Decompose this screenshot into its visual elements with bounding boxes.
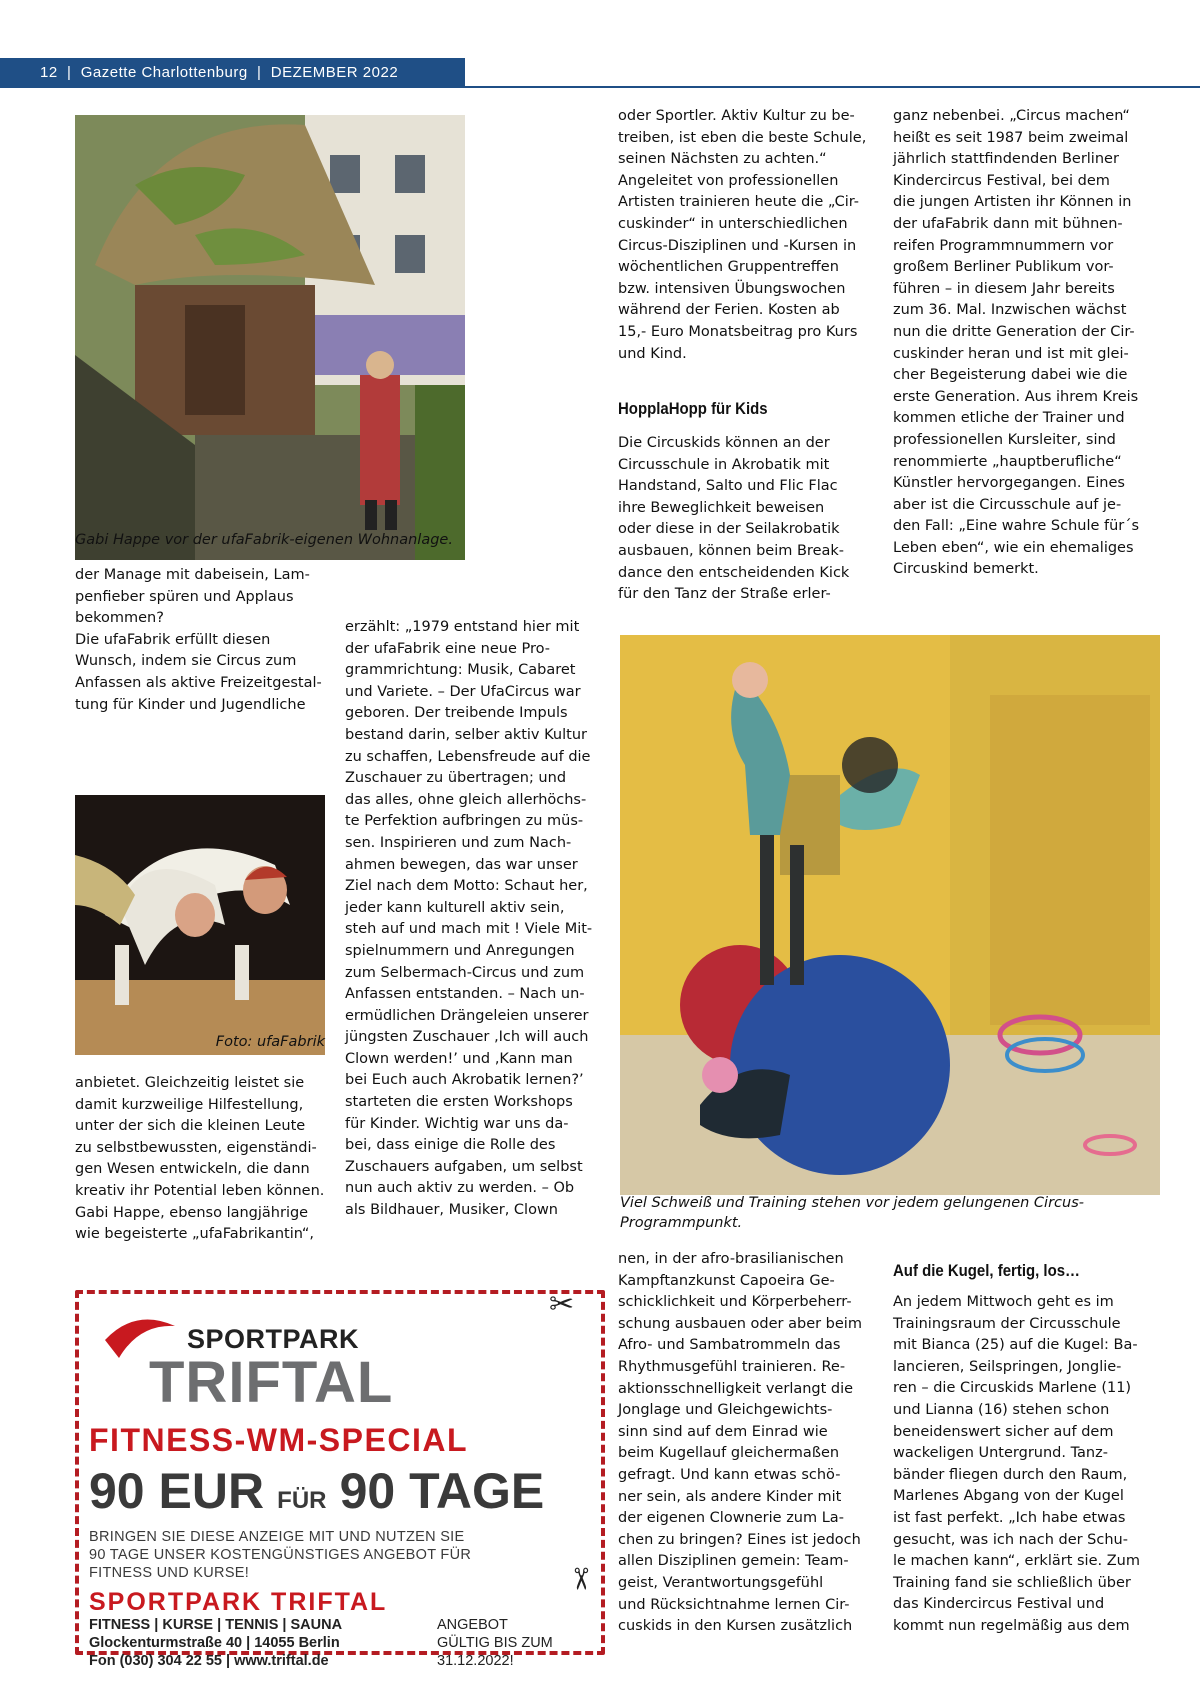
line: reifen Programmnummern vor [893, 237, 1114, 254]
line: zum 36. Mal. Inzwischen wächst [893, 302, 1127, 319]
line: cuskids in den Kursen zusätzlich [618, 1618, 853, 1635]
line: nun auch aktiv zu werden. – Ob [345, 1180, 575, 1197]
ad-validity-line: ANGEBOT [437, 1617, 508, 1633]
line: ahmen bewegen, das war unser [345, 856, 578, 873]
line: ist fast perfekt. „Ich habe etwas [893, 1509, 1126, 1526]
line: Training fand sie schließlich über [893, 1574, 1131, 1591]
subhead-kugel: Auf die Kugel, fertig, los… [893, 1261, 1081, 1280]
line: Clown werden!’ und ‚Kann man [345, 1050, 573, 1067]
line: bänder fliegen durch den Raum, [893, 1466, 1128, 1483]
text-right1-bottom [618, 433, 873, 606]
line: spielnummern und Anregungen [345, 942, 575, 959]
line: aktionsschnelligkeit verlangt die [618, 1380, 854, 1397]
line: Rhythmusgefühl trainieren. Re- [618, 1358, 846, 1375]
ad-sportpark-triftal [75, 1287, 605, 1669]
line: anbietet. Gleichzeitig leistet sie [75, 1075, 305, 1091]
line: Anfassen als aktive Freizeitgestal- [75, 674, 322, 691]
line: ren – die Circuskids Marlene (11) [893, 1380, 1132, 1397]
ad-contact-line: Glockenturmstraße 40 | 14055 Berlin [89, 1635, 340, 1651]
line: geboren. Der treibende Impuls [345, 705, 568, 722]
line: ganz nebenbei. „Circus machen“ [893, 108, 1130, 124]
line: Trainingsraum der Circusschule [893, 1315, 1121, 1332]
photo-house [75, 115, 465, 560]
line: geist, Verantwortungsgefühl [618, 1574, 824, 1591]
line: bei Euch auch Akrobatik lernen?’ [345, 1072, 584, 1089]
ad-offer-mid: FÜR [277, 1487, 327, 1514]
line: heißt es seit 1987 beim zweimal [893, 129, 1129, 146]
line: für den Tanz der Straße erler- [618, 586, 831, 603]
line: das alles, ohne gleich allerhöchs- [345, 791, 587, 808]
line: großem Berliner Publikum vor- [893, 259, 1114, 276]
line: Circus-Disziplinen und -Kursen in [618, 237, 857, 254]
line: schung ausbauen oder aber beim [618, 1315, 862, 1332]
line: Jonglage und Gleichgewichts- [618, 1402, 833, 1419]
ad-body-line: FITNESS UND KURSE! [89, 1565, 250, 1581]
line: treiben, ist eben die beste Schule, [618, 129, 867, 146]
line: ner sein, als andere Kinder mit [618, 1488, 842, 1505]
line: damit kurzweilige Hilfestellung, [75, 1096, 304, 1113]
issue-date: DEZEMBER 2022 [270, 64, 399, 81]
photo-kids-bridge [75, 795, 325, 1055]
line: chen zu bringen? Eines ist jedoch [618, 1531, 861, 1548]
line: Handstand, Salto und Flic Flac [618, 478, 838, 495]
ad-logo-small: SPORTPARK [187, 1324, 360, 1354]
line: Die Circuskids können an der [618, 435, 830, 451]
line: den Fall: „Eine wahre Schule für´s [893, 518, 1140, 535]
line: bekommen? [75, 610, 164, 627]
line: cuskinder heran und ist mit glei- [893, 345, 1129, 362]
line: der Manage mit dabeisein, Lam- [75, 567, 310, 583]
line: und Lianna (16) stehen schon [893, 1401, 1110, 1418]
line: An jedem Mittwoch geht es im [893, 1294, 1114, 1310]
line: bzw. intensiven Übungswochen [618, 280, 846, 297]
line: steh auf und mach mit ! Viele Mit- [345, 921, 593, 938]
ad-headline: FITNESS-WM-SPECIAL [89, 1422, 468, 1458]
line: zu selbstbewussten, eigenständi- [75, 1139, 317, 1156]
line: 15,- Euro Monatsbeitrag pro Kurs [618, 323, 858, 340]
line: dance den entscheidenden Kick [618, 564, 850, 581]
line: jüngsten Zuschauer ‚Ich will auch [345, 1029, 589, 1046]
line: ihre Beweglichkeit beweisen [618, 499, 825, 516]
ad-offer-left: 90 EUR [89, 1463, 265, 1519]
line: nun die dritte Generation der Cir- [893, 323, 1135, 340]
ad-brand: SPORTPARK TRIFTAL [89, 1588, 388, 1616]
line: wie begeisterte „ufaFabrikantin“, [75, 1226, 315, 1243]
line: die jungen Artisten ihr Können in [893, 194, 1132, 211]
line: gefragt. Und kann etwas schö- [618, 1466, 841, 1483]
line: schicklichkeit und Körperbeherr- [618, 1294, 852, 1311]
line: erste Generation. Aus ihrem Kreis [893, 388, 1139, 405]
line: sen. Inspirieren und zum Nach- [345, 834, 572, 851]
text-left-a [75, 565, 325, 716]
line: kreativ ihr Potential leben können. [75, 1182, 325, 1199]
line: tung für Kinder und Jugendliche [75, 696, 306, 713]
header-rule [0, 86, 1200, 88]
line: Anfassen entstanden. – Nach un- [345, 986, 585, 1003]
text-mid [345, 617, 595, 1222]
ad-offer [89, 1462, 544, 1530]
line: ausbauen, können beim Break- [618, 542, 845, 559]
line: der ufaFabrik eine neue Pro- [345, 640, 550, 657]
ad-logo-big: TRIFTAL [149, 1350, 394, 1415]
line: oder Sportler. Aktiv Kultur zu be- [618, 108, 855, 124]
line: beneidenswert sicher auf dem [893, 1423, 1114, 1440]
line: penfieber spüren und Applaus [75, 588, 294, 605]
photo-credit: Foto: ufaFabrik [215, 1034, 325, 1050]
ad-validity-line: 31.12.2022! [437, 1653, 514, 1669]
line: kommen etliche der Trainer und [893, 410, 1125, 427]
line: Kindercircus Festival, bei dem [893, 172, 1110, 189]
line: Zuschauer zu übertragen; und [345, 770, 567, 787]
ad-contact-line: FITNESS | KURSE | TENNIS | SAUNA [89, 1617, 343, 1633]
line: Wunsch, indem sie Circus zum [75, 653, 297, 670]
line: und Rücksichtnahme lernen Cir- [618, 1596, 850, 1613]
ad-validity-line: GÜLTIG BIS ZUM [437, 1635, 553, 1651]
line: sinn sind auf dem Einrad wie [618, 1423, 828, 1440]
line: Gabi Happe, ebenso langjährige [75, 1204, 309, 1221]
scissors-icon: ✂ [562, 1566, 598, 1592]
line: professionellen Kursleiter, sind [893, 431, 1116, 448]
line: unter der sich die kleinen Leute [75, 1118, 306, 1135]
ad-body-line: 90 TAGE UNSER KOSTENGÜNSTIGES ANGEBOT FÜR [89, 1547, 472, 1563]
ad-contact-line: Fon (030) 304 22 55 | www.triftal.de [89, 1653, 329, 1669]
line: Afro- und Sambatrommeln das [618, 1337, 841, 1354]
text-right2-top [893, 106, 1155, 581]
line: Künstler hervorgegangen. Eines [893, 475, 1125, 492]
line: grammrichtung: Musik, Cabaret [345, 662, 576, 679]
subhead-hopplahopp: HopplaHopp für Kids [618, 399, 768, 418]
line: zum Selbermach-Circus und zum [345, 964, 585, 981]
scissors-icon: ✂ [549, 1287, 575, 1322]
line: lancieren, Seilspringen, Jonglie- [893, 1358, 1122, 1375]
line: der eigenen Clownerie zum La- [618, 1510, 844, 1527]
ad-body-line: BRINGEN SIE DIESE ANZEIGE MIT UND NUTZEN SIE [89, 1529, 465, 1545]
ad-contact [89, 1616, 409, 1670]
line: bei, dass einige die Rolle des [345, 1137, 556, 1154]
publication-name: Gazette Charlottenburg [80, 64, 248, 81]
text-bottom-right [893, 1292, 1155, 1638]
line: allen Disziplinen gemein: Team- [618, 1553, 849, 1570]
line: zu schaffen, Lebensfreude auf die [345, 748, 591, 765]
line: Angeleitet von professionellen [618, 172, 839, 189]
line: Circuskind bemerkt. [893, 561, 1039, 578]
line: der ufaFabrik dann mit bühnen- [893, 215, 1123, 232]
line: jährlich stattfindenden Berliner [893, 151, 1119, 168]
line: kommt nun regelmäßig aus dem [893, 1617, 1130, 1634]
line: für Kinder. Wichtig war uns da- [345, 1115, 569, 1132]
line: jeder kann kulturell aktiv sein, [345, 899, 565, 916]
line: oder diese in der Seilakrobatik [618, 521, 840, 538]
line: nen, in der afro-brasilianischen [618, 1251, 844, 1267]
line: wöchentlichen Gruppentreffen [618, 259, 839, 276]
line: wackeligen Untergrund. Tanz- [893, 1445, 1108, 1462]
line: Die ufaFabrik erfüllt diesen [75, 631, 271, 648]
line: erzählt: „1979 entstand hier mit [345, 619, 580, 635]
photo-kids-balls [620, 635, 1160, 1195]
page-header: 12 | Gazette Charlottenburg | DEZEMBER 2022 [0, 58, 465, 88]
line: renommierte „hauptberufliche“ [893, 453, 1122, 470]
text-bottom-mid [618, 1249, 873, 1638]
line: Zuschauers aufgaben, um selbst [345, 1158, 583, 1175]
ad-validity [437, 1616, 577, 1670]
line: führen – in diesem Jahr bereits [893, 280, 1115, 297]
line: Leben eben“, wie ein ehemaliges [893, 539, 1134, 556]
line: und Kind. [618, 345, 687, 362]
line: Marlenes Abgang von der Kugel [893, 1488, 1124, 1505]
line: Circusschule in Akrobatik mit [618, 456, 830, 473]
line: le machen kann“, erklärt sie. Zum [893, 1553, 1140, 1570]
line: cher Begeisterung dabei wie die [893, 367, 1128, 384]
line: gen Wesen entwickeln, die dann [75, 1161, 310, 1178]
line: gesucht, was ich nach der Schu- [893, 1531, 1128, 1548]
line: cuskinder“ in unterschiedlichen [618, 215, 848, 232]
line: beim Kugellauf gleichermaßen [618, 1445, 840, 1462]
line: und Variete. – Der UfaCircus war [345, 683, 581, 700]
line: aber ist die Circusschule auf je- [893, 496, 1122, 513]
line: starteten die ersten Workshops [345, 1094, 573, 1111]
caption-house: Gabi Happe vor der ufaFabrik-eigenen Wohnanlage. [75, 532, 453, 548]
line: während der Ferien. Kosten ab [618, 302, 840, 319]
line: bestand darin, selber aktiv Kultur [345, 726, 587, 743]
line: Artisten trainieren heute die „Cir- [618, 194, 860, 211]
line: Kampftanzkunst Capoeira Ge- [618, 1272, 835, 1289]
line: te Perfektion aufbringen zu müs- [345, 813, 584, 830]
ad-offer-right: 90 TAGE [339, 1463, 545, 1519]
ad-body [89, 1528, 559, 1582]
text-left-b [75, 1073, 325, 1246]
line: ermüdlichen Drängeleien unserer [345, 1007, 589, 1024]
text-right1-top [618, 106, 873, 365]
line: mit Bianca (25) auf die Kugel: Ba- [893, 1337, 1138, 1354]
caption-balls: Viel Schweiß und Training stehen vor jedem gelungenen Circus-Programmpunkt. [620, 1195, 1084, 1231]
page-number: 12 [40, 64, 58, 81]
line: Ziel nach dem Motto: Schaut her, [345, 878, 588, 895]
line: das Kindercircus Festival und [893, 1596, 1105, 1613]
line: seinen Nächsten zu achten.“ [618, 151, 827, 168]
line: als Bildhauer, Musiker, Clown [345, 1202, 558, 1219]
